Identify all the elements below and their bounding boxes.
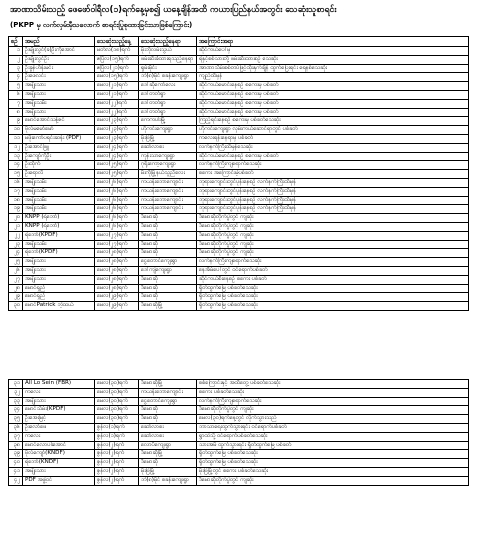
cell-name: မောင်သိမ်း(KPDF) (23, 406, 95, 415)
table-row (9, 108, 469, 117)
cell-date: မေလ(၂၆)ရက် (95, 178, 139, 187)
col-header-place: သေဆုံးသည့်နေရာ (139, 37, 197, 47)
cell-place: ဒီမောဆို (139, 459, 197, 468)
cell-place: ဒီမောဆို (139, 240, 197, 249)
cell-place: ကေကပါးမြို့ (139, 117, 197, 126)
cell-details: ဘာသာရေးထွက်သွားရင်း ဝင်ရောက်ပစ်ခတ် (197, 423, 469, 432)
table-row (9, 293, 469, 302)
cell-place: ဟိုကင်းကျေးရွာ (139, 126, 197, 135)
cell-place: ကယန်းဘောကျောင်း (139, 205, 197, 214)
cell-no: ၃၇ (9, 432, 23, 441)
table-row (9, 64, 469, 73)
cell-date: မေလ(၂၆)ရက် (95, 205, 139, 214)
cell-date: မေလ(၂၉)ရက် (95, 302, 139, 311)
cell-no: ၁ (9, 47, 23, 56)
cell-details: စကေး ပစ်ခတ်သေဆုံး (197, 388, 469, 397)
cell-details: ကျည်ထိမှန် (197, 73, 469, 82)
cell-name: ဦးမျိုးလွင်(ခ)ဦးကိုအောင် (23, 47, 95, 56)
cell-date: ဧပြီလ(၁၅)ရက် (95, 55, 139, 64)
cell-date: မေလ(၃၀)ရက် (95, 380, 139, 389)
cell-no: ၃၀ (9, 302, 23, 311)
table-row (9, 441, 469, 450)
table-row (9, 205, 469, 214)
cell-place: မိုးဗြဲမြို့ (139, 134, 197, 143)
table-row (9, 117, 469, 126)
cell-place: ရှမ်းမိုင်း (139, 64, 197, 73)
table-row (9, 126, 469, 135)
cell-date: မေလ(၂၅)ရက် (95, 161, 139, 170)
cell-name: ဦးကျော်ကိုဦး (23, 152, 95, 161)
cell-name: ဦးထိုက် (23, 161, 95, 170)
cell-date: မေလ(၂၁)ရက် (95, 90, 139, 99)
table-row (9, 249, 469, 258)
table-row (9, 258, 469, 267)
cell-date: မေလ(၂၉)ရက် (95, 293, 139, 302)
cell-name: အမျိုးသား (23, 90, 95, 99)
cell-details: ရှိတ်ထွက်မြေ ပစ်ခတ်သေဆုံး (197, 293, 469, 302)
cell-no: ၂၀ (9, 214, 23, 223)
cell-details: ဒီမောဆိုတိုက်ပွဲတွင် ကျဆုံး (197, 214, 469, 223)
cell-no: ၂၅ (9, 258, 23, 267)
cell-name: အမျိုးသမီး (23, 196, 95, 205)
cell-date: မေလ(၂၄)ရက် (95, 152, 139, 161)
cell-details: ကြည့်ရင်းနေစဉ် စကေးမှ ပစ်ခတ်သေဆုံး (197, 117, 469, 126)
table-row (9, 231, 469, 240)
table-row (9, 459, 469, 468)
table-row (9, 47, 469, 56)
cell-no: ၂၉ (9, 293, 23, 302)
table-row (9, 152, 469, 161)
cell-name: All Lo Sein (FBR) (23, 380, 95, 389)
cell-no: ၂၁ (9, 222, 23, 231)
cell-details: စကေး အကြောင်းမဲ့ပစ်ခတ် (197, 170, 469, 179)
cell-date: မေလ(၂၆)ရက် (95, 196, 139, 205)
cell-date: မေလ(၃၀)ရက် (95, 406, 139, 415)
cell-name: ရဲဘော်(KNDF) (23, 459, 95, 468)
table-row (9, 170, 469, 179)
col-header-details: အကြောင်းအရာ (197, 37, 469, 47)
cell-name: အမျိုးသား (23, 397, 95, 406)
cell-name: ကလေး (23, 388, 95, 397)
cell-date: ဇွန်လ(၂)ရက် (95, 441, 139, 450)
cell-date: ဇွန်လ(၂)ရက် (95, 467, 139, 476)
cell-date: မေလ(၂၃)ရက် (95, 126, 139, 135)
cell-details: ဟိုကင်းကျေးရွာ လှမ်းကယ်ဆောင်ရာတွင် ပစ်ခတ် (197, 126, 469, 135)
cell-no: ၇ (9, 99, 23, 108)
cell-no: ၉ (9, 117, 23, 126)
cell-place: ဒီမောဆို (139, 293, 197, 302)
cell-name: ဗိုလ်မမော်မော် (23, 126, 95, 135)
cell-place: ဒီမောဆိုမြို့ (139, 450, 197, 459)
cell-details: လက်နက်ကြီးကျရောက်သေဆုံး (197, 258, 469, 267)
table-row (9, 73, 469, 82)
cell-place: ဘဲ(၈)မိုင် စခန်းကျေးရွာ (139, 476, 197, 485)
table-row (9, 406, 469, 415)
cell-place: ဒေါ်ကျဲကျေးရွာ (139, 266, 197, 275)
cell-name: KNPP (ရဲဘော်) (23, 214, 95, 223)
cell-date: မေလ(၂၈)ရက် (95, 275, 139, 284)
col-header-name: အမည် (23, 37, 95, 47)
cell-no: ၃၆ (9, 423, 23, 432)
cell-name: ရဲဘော်(KPDF) (23, 231, 95, 240)
cell-no: ၃၃ (9, 397, 23, 406)
cell-name: အမျိုးသား (23, 275, 95, 284)
cell-details: ဆိုင်ကယ်စီးနေစဉ် စကေး ပစ်ခတ် (197, 275, 469, 284)
cell-details: ဆိုင်ကယ်မောင်းနေစဉ် စကေးမှ ပစ်ခတ် (197, 108, 469, 117)
cell-details: အာဏာသိမ်းစစ်တပ်ဖြင့်ထိုးနှက်ချိန် ထွက်ပြေးရင်း ရေနစ်သေဆုံး (197, 64, 469, 73)
cell-no: ၄ (9, 73, 23, 82)
col-header-no: စဉ် (9, 37, 23, 47)
cell-no: ၁၁ (9, 134, 23, 143)
table-row (9, 397, 469, 406)
cell-place: ဆော်လာစး (139, 423, 197, 432)
cell-place: ဒီမောဆို (139, 275, 197, 284)
cell-no: ၂ (9, 55, 23, 64)
cell-place: ငွေတောင်ကျေးရွာ (139, 397, 197, 406)
cell-no: ၆ (9, 90, 23, 99)
cell-details: ဆိုင်ကယ်မောင်းနေစဉ် စကေးမှ ပစ်ခတ် (197, 152, 469, 161)
cell-name: ဦးဖေလင်း (23, 73, 95, 82)
cell-place: ဒီမောဆို (139, 284, 197, 293)
cell-name: ဦးခွန်ဟိန်းမင်း (23, 64, 95, 73)
cell-name: အမျိုးသား (23, 467, 95, 476)
cell-date: မေလ(၂၆)ရက် (95, 187, 139, 196)
cell-no: ၁၅ (9, 170, 23, 179)
table-row (9, 161, 469, 170)
cell-date: မေလ(၂၁)ရက် (95, 82, 139, 91)
cell-no: ၄၂ (9, 476, 23, 485)
cell-name: အမျိုးသား (23, 266, 95, 275)
table-row (9, 143, 469, 152)
table-row (9, 476, 469, 485)
table-row (9, 134, 469, 143)
cell-place: ဘဲ(၈)မိုင် စခန်းကျေးရွာ (139, 73, 197, 82)
cell-date: မေလ(၂၃)ရက် (95, 134, 139, 143)
cell-details: ရဲနှင့်စစ်သားတို့ ဖမ်းဆီးထားစဉ် သေဆုံး (197, 55, 469, 64)
table-row (9, 388, 469, 397)
table-row (9, 423, 469, 432)
table-row (9, 82, 469, 91)
cell-place: ကယန်းဘောကျောင်း (139, 196, 197, 205)
cell-no: ၁၀ (9, 126, 23, 135)
cell-no: ၂၈ (9, 284, 23, 293)
cell-no: ၁၃ (9, 152, 23, 161)
cell-name: မောင်အောင်သန့်ဇင် (23, 117, 95, 126)
cell-details: ဒီမောဆိုတိုက်ပွဲတွင် ကျဆုံး (197, 240, 469, 249)
table-row (9, 302, 469, 311)
cell-place: ဆော်လာစး (139, 143, 197, 152)
cell-details: ဒီမောဆိုတိုက်ပွဲတွင် ကျဆုံး (197, 222, 469, 231)
table-row (9, 450, 469, 459)
cell-place: ကယန်းဘောကျောင်း (139, 178, 197, 187)
table-row (9, 196, 469, 205)
cell-no: ၁၇ (9, 187, 23, 196)
cell-details: ရှိတ်ထွက်မြေ ပစ်ခတ်သေဆုံး (197, 284, 469, 293)
table-row (9, 90, 469, 99)
table-row (9, 214, 469, 223)
cell-details: ဒီမောဆိုတိုက်ပွဲတွင် ကျဆုံး (197, 476, 469, 485)
cell-date: ဧပြီလ(၂၁)ရက် (95, 64, 139, 73)
cell-details: ဒီမောဆိုတိုက်ပွဲတွင် ကျဆုံး (197, 231, 469, 240)
cell-name: အမျိုးသမီး (23, 205, 95, 214)
cell-place: ဒီမောဆိုမြို့ (139, 380, 197, 389)
cell-date: မေလ(၂၆)ရက် (95, 222, 139, 231)
cell-date: မေလ(၂၈)ရက် (95, 258, 139, 267)
cell-date: ဇွန်လ(၁)ရက် (95, 423, 139, 432)
cell-place: ဂုရိုးကော့ကျေးရွာ (139, 161, 197, 170)
cell-details: နေအိမ်ပေါ်တွင် ဝင်ရောက်ပစ်ခတ် (197, 266, 469, 275)
table-header-row (9, 37, 469, 47)
cell-name: ဗိုလ်ကျော်(KNDF) (23, 450, 95, 459)
cell-name: မောင်ရှည် (23, 284, 95, 293)
cell-no: ၃၄ (9, 406, 23, 415)
cell-no: ၂၇ (9, 275, 23, 284)
cell-place: မီးကိုမြို့နယ်သူညီလေး (139, 170, 197, 179)
cell-details: ဆိုင်ကယ်မောင်းနေစဉ် စကေးမှ ပစ်ခတ် (197, 82, 469, 91)
cell-place: မိုးဘိုလမ်းသွယ် (139, 47, 197, 56)
cell-name: ဦးလော်ဖေ (23, 423, 95, 432)
table-row (9, 432, 469, 441)
col-header-date: သေဆုံးသည့်နေ့ (95, 37, 139, 47)
cell-name: မောင်လောပါးအောင် (23, 441, 95, 450)
cell-details: မေလ(၃၀)ရက်နေ့တွင် လိုက်သွားသည် (197, 415, 469, 424)
cell-date: မေလ(၂၈)ရက် (95, 266, 139, 275)
cell-name: မောင်Patrick ဘဲ့ထယ် (23, 302, 95, 311)
cell-date: မေလ(၁၅)ရက် (95, 73, 139, 82)
cell-date: မေလ(၂၆)ရက် (95, 214, 139, 223)
cell-date: ဇွန်လ(၂)ရက် (95, 476, 139, 485)
cell-no: ၃၅ (9, 415, 23, 424)
cell-name: KNPP (ရဲဘော်) (23, 222, 95, 231)
cell-name: ဦးအေးမြင့် (23, 415, 95, 424)
table-row (9, 275, 469, 284)
cell-no: ၃၉ (9, 450, 23, 459)
cell-place: ဒီမောဆို (139, 249, 197, 258)
cell-place: ကယန်းဘောကျောင်း (139, 187, 197, 196)
cell-name: ဦးရောလီ (23, 170, 95, 179)
cell-details: ဆိုင်ကယ်မောင်းနေစဉ် စကေးမှ ပစ်ခတ် (197, 90, 469, 99)
cell-no: ၃ (9, 64, 23, 73)
cell-no: ၁၈ (9, 196, 23, 205)
cell-no: ၃၁ (9, 380, 23, 389)
cell-place: ဒီမောဆို (139, 406, 197, 415)
cell-name: မောင်ရှည် (23, 293, 95, 302)
table-row (9, 284, 469, 293)
table-row (9, 240, 469, 249)
cell-no: ၁၉ (9, 205, 23, 214)
cell-details: ရှိတ်ထွက်မြေ ပစ်ခတ်သေဆုံး (197, 302, 469, 311)
cell-name: အမျိုးသမီး (23, 187, 95, 196)
cell-details: ရှိတ်ထွက်မြေ ပစ်ခတ်သေဆုံး (197, 459, 469, 468)
cell-name: ရဲဘော်(KPDF) (23, 249, 95, 258)
cell-details: သားအမိ ထွက်သွားရင်း ရှိတ်ထွက်မြေ ပစ်ခတ် (197, 441, 469, 450)
cell-date: မေလ(၃၀)ရက် (95, 415, 139, 424)
cell-place: မိုးဗြဲမြို့ (139, 467, 197, 476)
cell-place: ဒေါ်ဆိုကော်လေး (139, 82, 197, 91)
cell-date: ဇွန်လ(၂)ရက် (95, 450, 139, 459)
cell-date: မေလ(၂၅)ရက် (95, 170, 139, 179)
cell-place: ဒီမောဆိုမြို့ (139, 302, 197, 311)
cell-date: ဇွန်လ(၂)ရက် (95, 459, 139, 468)
cell-date: မေလ(၃၀)ရက် (95, 388, 139, 397)
table-row (9, 380, 469, 389)
table-row (9, 415, 469, 424)
cell-date: မတ်လ(၁၈)ရက် (95, 47, 139, 56)
cell-details: မိုးဗြဲမြို့တွင် စကေး ပစ်ခတ်သေဆုံး (197, 467, 469, 476)
cell-no: ၁၄ (9, 161, 23, 170)
cell-details: ဘုရားကျောင်းတွင်ပုန်းနေစဉ် လက်နက်ကြီးထိမှန် (197, 205, 469, 214)
cell-place: ကယန်းဘောကျောင်း (139, 388, 197, 397)
document-subtitle: (PKPP မှ လက်လှမ်းမှီသလောက် စာရင်းပြုစုထားခြင်းသာဖြစ်ကြောင်း) (10, 21, 193, 29)
table-row (9, 99, 469, 108)
cell-date: မေလ(၃၀)ရက် (95, 397, 139, 406)
cell-details: လက်နက်ကြီးကျရောက်သေဆုံး (197, 161, 469, 170)
cell-name: PDF အဖွဲ့ဝင် (23, 476, 95, 485)
cell-place: ငွေတောင်ကျေးရွာ (139, 258, 197, 267)
cell-place: ဖမ်းဆီးခံထားရသည့်နေရာ (139, 55, 197, 64)
cell-no: ၂၃ (9, 240, 23, 249)
cell-no: ၄၁ (9, 467, 23, 476)
cell-date: မေလ(၂၂)ရက် (95, 108, 139, 117)
cell-details: စစ်ကြောင်းနှင့် အထိတွေ့ ပစ်ခတ်သေဆုံး (197, 380, 469, 389)
cell-name: မဖိုးကော်ပရင်းဆန်း (PDF) (23, 134, 95, 143)
cell-place: ဒေါ်တတ်ရွာ (139, 90, 197, 99)
casualty-table-1 (8, 36, 469, 311)
cell-date: မေလ(၂၂)ရက် (95, 99, 139, 108)
cell-no: ၃၈ (9, 441, 23, 450)
cell-place: ဒီမောဆို (139, 231, 197, 240)
cell-details: ဘုရားကျောင်းတွင်ပုန်းနေစဉ် လက်နက်ကြီးထိမှန် (197, 187, 469, 196)
cell-date: မေလ(၂၃)ရက် (95, 117, 139, 126)
cell-details: ရှိတ်ထွက်မြေ ပစ်ခတ်သေဆုံး (197, 450, 469, 459)
table-row (9, 187, 469, 196)
cell-no: ၂၆ (9, 266, 23, 275)
cell-no: ၅ (9, 82, 23, 91)
cell-name: ဦးအောင်ဖြူ (23, 143, 95, 152)
cell-details: ဒီမောဆိုတိုက်ပွဲတွင် ကျဆုံး (197, 406, 469, 415)
cell-date: မေလ(၂၇)ရက် (95, 231, 139, 240)
cell-details: ဒီမောဆိုတိုက်ပွဲတွင် ကျဆုံး (197, 249, 469, 258)
cell-details: ဆိုင်ကယ်မောင်းနေစဉ် စကေးမှ ပစ်ခတ် (197, 99, 469, 108)
cell-place: ဒေါ်တတ်ရွာ (139, 108, 197, 117)
cell-details: လက်နက်ကြီးကျရောက်သေဆုံး (197, 397, 469, 406)
table-row (9, 266, 469, 275)
cell-no: ၄၀ (9, 459, 23, 468)
cell-place: ဒီမောဆို (139, 415, 197, 424)
cell-place: လောပိကျေးရွာ (139, 441, 197, 450)
document-title: အာဏာသိမ်းသည့် ဖေဖော်ဝါရီလ(၁)ရက်နေ့မှစ၍ ယနေ့ချိန်အထိ ကယားပြည်နယ်အတွင်း သေဆုံးသူစာရင်း (10, 5, 337, 15)
cell-no: ၈ (9, 108, 23, 117)
cell-name: အမျိုးသမီး (23, 99, 95, 108)
cell-date: မေလ(၂၇)ရက် (95, 240, 139, 249)
cell-place: ဒီမောဆို (139, 222, 197, 231)
table-row (9, 467, 469, 476)
cell-details: ရွာထဲသို့ ဝင်ရောက်ပစ်ခတ်သေဆုံး (197, 432, 469, 441)
casualty-table-2 (8, 379, 469, 486)
cell-name: အမျိုးသမီး (23, 178, 95, 187)
cell-place: ဆော်လာစး (139, 432, 197, 441)
cell-name: အမျိုးသား (23, 258, 95, 267)
cell-details: လက်နက်ကြီးထိမှန်သေဆုံး (197, 143, 469, 152)
cell-date: မေလ(၂၈)ရက် (95, 249, 139, 258)
cell-no: ၁၆ (9, 178, 23, 187)
table-row (9, 178, 469, 187)
cell-place: ကုန်းသာကျေးရွာ (139, 152, 197, 161)
table-row (9, 55, 469, 64)
cell-date: မေလ(၂၄)ရက် (95, 143, 139, 152)
cell-details: ဘုရားကျောင်းတွင်ပုန်းနေစဉ် လက်နက်ကြီးထိမှန် (197, 196, 469, 205)
cell-details: ဆိုင်ကယ်ပေါ်မှ (197, 47, 469, 56)
cell-place: ဒေါ်တတ်ရွာ (139, 99, 197, 108)
cell-date: မေလ(၂၈)ရက် (95, 284, 139, 293)
cell-place: ဒီမောဆို (139, 214, 197, 223)
cell-no: ၁၂ (9, 143, 23, 152)
cell-no: ၂၂ (9, 231, 23, 240)
cell-name: ကလေး (23, 432, 95, 441)
cell-name: ဦးမျိုးလွင်ဦး (23, 55, 95, 64)
cell-details: ဘုရားကျောင်းတွင်ပုန်းနေစဉ် လက်နက်ကြီးထိမှန် (197, 178, 469, 187)
cell-no: ၂၄ (9, 249, 23, 258)
cell-details: ကလေးရန်းနေရာမှ ပစ်ခတ် (197, 134, 469, 143)
table-row (9, 222, 469, 231)
cell-name: အမျိုးသား (23, 108, 95, 117)
cell-name: အမျိုးသမီး (23, 240, 95, 249)
cell-date: ဇွန်လ(၁)ရက် (95, 432, 139, 441)
cell-no: ၃၂ (9, 388, 23, 397)
cell-name: အမျိုးသား (23, 82, 95, 91)
